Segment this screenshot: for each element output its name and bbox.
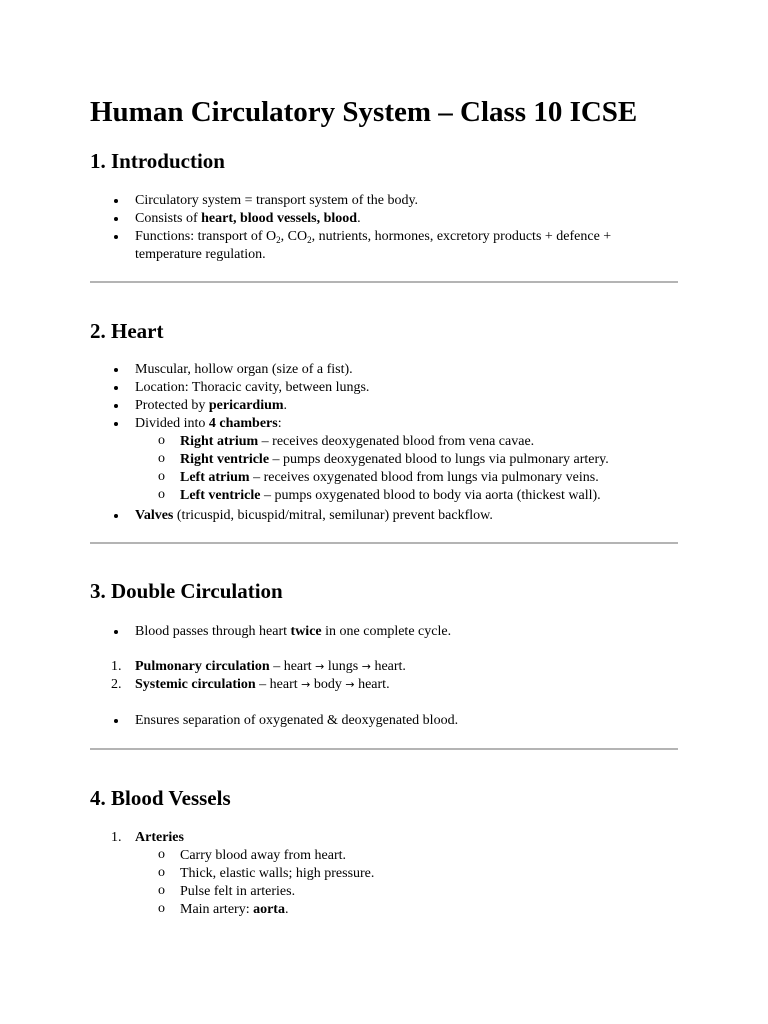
section-heading-blood-vessels: 4. Blood Vessels	[90, 786, 231, 810]
sub-list-item: Right atrium – receives deoxygenated blood from vena cavae.	[180, 434, 535, 449]
bullet-marker	[114, 422, 118, 426]
sub-list-item: Thick, elastic walls; high pressure.	[180, 866, 375, 881]
list-item: Divided into 4 chambers:	[135, 416, 282, 431]
sub-bullet-marker: o	[158, 865, 165, 880]
sub-list-item: Pulse felt in arteries.	[180, 884, 296, 899]
list-item: Ensures separation of oxygenated & deoxygenated blood.	[135, 713, 459, 728]
sub-bullet-marker: o	[158, 847, 165, 862]
bullet-marker	[114, 368, 118, 372]
sub-list-item: Left atrium – receives oxygenated blood from lungs via pulmonary veins.	[180, 470, 599, 485]
list-item: Consists of heart, blood vessels, blood.	[135, 211, 361, 226]
bullet-marker	[114, 217, 118, 221]
bullet-marker	[114, 514, 118, 518]
section-divider	[90, 748, 678, 750]
arrow-right-icon: →	[315, 660, 325, 673]
list-item: Protected by pericardium.	[135, 398, 288, 413]
list-item: Muscular, hollow organ (size of a fist).	[135, 362, 353, 377]
arrow-right-icon: →	[301, 678, 311, 691]
bullet-marker	[114, 199, 118, 203]
sub-bullet-marker: o	[158, 901, 165, 916]
list-item: Valves (tricuspid, bicuspid/mitral, semilunar) prevent backflow.	[135, 508, 493, 523]
sub-bullet-marker: o	[158, 487, 165, 502]
list-item: Blood passes through heart twice in one complete cycle.	[135, 624, 452, 639]
list-number: 2.	[111, 677, 122, 692]
list-item: Circulatory system = transport system of the body.	[135, 193, 419, 208]
bullet-marker	[114, 404, 118, 408]
bullet-marker	[114, 630, 118, 634]
sub-bullet-marker: o	[158, 451, 165, 466]
bullet-marker	[114, 235, 118, 239]
bullet-marker	[114, 386, 118, 390]
bullet-marker	[114, 719, 118, 723]
sub-list-item: Carry blood away from heart.	[180, 848, 346, 863]
arrow-right-icon: →	[345, 678, 355, 691]
sub-bullet-marker: o	[158, 433, 165, 448]
section-heading-introduction: 1. Introduction	[90, 149, 225, 173]
section-heading-heart: 2. Heart	[90, 319, 164, 343]
sub-bullet-marker: o	[158, 883, 165, 898]
section-heading-double-circulation: 3. Double Circulation	[90, 579, 283, 603]
list-number: 1.	[111, 830, 122, 845]
list-item-continuation: temperature regulation.	[135, 247, 266, 262]
section-divider	[90, 281, 678, 283]
numbered-list-item: Arteries	[135, 830, 184, 845]
list-number: 1.	[111, 659, 122, 674]
list-item: Functions: transport of $O_2$, $CO_2$, nutrients, hormones, excretory products + defence +	[135, 229, 612, 245]
numbered-list-item: Pulmonary circulation – heart → lungs → heart.	[135, 659, 406, 674]
arrow-right-icon: →	[361, 660, 371, 673]
sub-list-item: Left ventricle – pumps oxygenated blood to body via aorta (thickest wall).	[180, 488, 601, 503]
numbered-list-item: Systemic circulation – heart → body → heart.	[135, 677, 390, 692]
sub-list-item: Right ventricle – pumps deoxygenated blood to lungs via pulmonary artery.	[180, 452, 609, 467]
sub-bullet-marker: o	[158, 469, 165, 484]
sub-list-item: Main artery: aorta.	[180, 902, 289, 917]
section-divider	[90, 542, 678, 544]
document-title: Human Circulatory System – Class 10 ICSE	[90, 96, 638, 128]
list-item: Location: Thoracic cavity, between lungs.	[135, 380, 370, 395]
